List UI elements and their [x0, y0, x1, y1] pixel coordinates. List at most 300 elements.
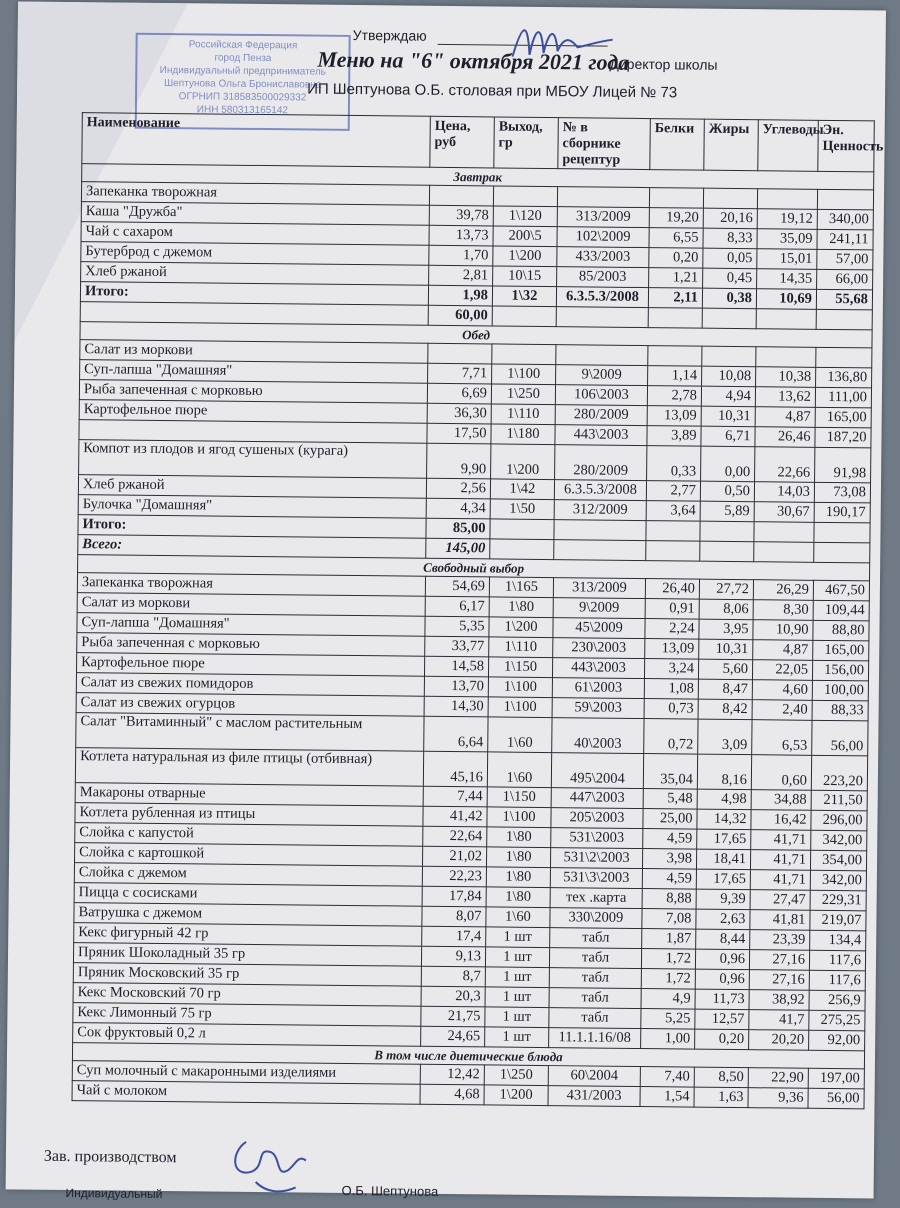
fat-cell: 8,42: [698, 699, 752, 720]
recipe-number-cell: табл: [549, 988, 641, 1009]
section-title: Свободный выбор: [78, 555, 870, 581]
recipe-number-cell: 330\2009: [550, 908, 642, 929]
protein-cell: 4,59: [642, 869, 696, 890]
dish-name-cell: Пряник Московский 35 гр: [73, 963, 421, 987]
energy-cell: 55,68: [816, 289, 872, 310]
energy-cell: 117,6: [809, 950, 865, 971]
protein-cell: [649, 188, 703, 209]
energy-cell: 187,20: [815, 427, 871, 448]
lunch-total-label: Итого:: [78, 515, 426, 539]
price-cell: 12,42: [420, 1064, 484, 1085]
fat-cell: 2,63: [696, 909, 750, 930]
carbs-cell: 34,88: [751, 790, 811, 811]
protein-cell: 2,78: [647, 386, 701, 407]
footer-entrepreneur: Индивидуальный: [65, 1186, 163, 1202]
protein-cell: 13,09: [647, 406, 701, 427]
yield-cell: 1\60: [488, 717, 552, 753]
carbs-cell: 22,05: [752, 660, 812, 681]
recipe-number-cell: 60\2004: [548, 1066, 640, 1087]
protein-cell: 26,40: [645, 579, 699, 600]
carbs-cell: 15,01: [757, 249, 817, 270]
energy-cell: 467,50: [813, 580, 869, 601]
stamp-line: Шептунова Ольга Брониславовна: [163, 77, 322, 91]
lunch-total: 85,00: [426, 518, 490, 539]
yield-cell: 1\60: [487, 752, 551, 788]
recipe-number-cell: тех .карта: [550, 888, 642, 909]
carbs-cell: 26,46: [755, 427, 815, 448]
yield-cell: 1\200: [493, 246, 557, 267]
dish-name-cell: Рыба запеченная с морковью: [77, 633, 425, 657]
dish-name-cell: Кекс Московский 70 гр: [73, 983, 421, 1007]
yield-cell: 1\80: [487, 827, 551, 848]
price-cell: 21,02: [422, 846, 486, 867]
fat-cell: 5,60: [698, 659, 752, 680]
energy-cell: 342,00: [811, 830, 867, 851]
recipe-number-cell: 6.3.5.3/2008: [556, 287, 648, 308]
carbs-cell: 22,66: [755, 447, 815, 483]
dish-name-cell: Суп-лапша "Домашняя": [77, 613, 425, 637]
table-cell: [814, 522, 870, 543]
carbs-cell: 23,39: [750, 930, 810, 951]
protein-cell: 3,24: [644, 659, 698, 680]
dish-name-cell: Компот из плодов и ягод сушеных (курага): [79, 440, 427, 479]
price-cell: 1,70: [429, 245, 493, 266]
dish-name-cell: Запеканка творожная: [81, 182, 429, 206]
yield-cell: 1\100: [492, 364, 556, 385]
yield-cell: 1\200: [491, 444, 555, 480]
energy-cell: 109,44: [813, 600, 869, 621]
price-cell: 6,17: [425, 596, 489, 617]
energy-cell: 354,00: [810, 850, 866, 871]
dish-name-cell: Салат из моркови: [80, 340, 428, 364]
dish-name-cell: Пицца с сосисками: [74, 883, 422, 907]
protein-cell: 25,00: [643, 809, 697, 830]
carbs-cell: 41,71: [750, 850, 810, 871]
recipe-number-cell: 85/2003: [557, 267, 649, 288]
energy-cell: 92,00: [809, 1030, 865, 1051]
price-cell: 2,81: [429, 265, 493, 286]
price-cell: 8,07: [422, 906, 486, 927]
recipe-number-cell: 205\2003: [551, 808, 643, 829]
carbs-cell: 14,35: [757, 269, 817, 290]
col-name: Наименование: [82, 113, 431, 168]
price-cell: 20,3: [421, 986, 485, 1007]
protein-cell: 0,91: [645, 599, 699, 620]
yield-cell: 1 шт: [485, 1007, 549, 1028]
dish-name-cell: Бутерброд с джемом: [81, 242, 429, 266]
fat-cell: 17,65: [696, 869, 750, 890]
yield-cell: 1\250: [491, 384, 555, 405]
table-cell: [700, 521, 754, 542]
recipe-number-cell: 59\2003: [552, 698, 644, 719]
carbs-cell: 41,81: [750, 910, 810, 931]
price-cell: 7,44: [423, 786, 487, 807]
carbs-cell: 2,40: [752, 700, 812, 721]
protein-cell: 1,14: [648, 366, 702, 387]
dish-name-cell: Салат из моркови: [77, 593, 425, 617]
price-cell: 14,30: [424, 696, 488, 717]
carbs-cell: 41,71: [750, 870, 810, 891]
price-cell: 9,90: [427, 443, 491, 479]
carbs-cell: 13,62: [755, 387, 815, 408]
protein-cell: 7,40: [640, 1067, 694, 1088]
carbs-cell: [757, 189, 817, 210]
table-cell: [754, 522, 814, 543]
fat-cell: 14,32: [697, 809, 751, 830]
dish-name-cell: Суп-лапша "Домашняя": [80, 360, 428, 384]
fat-cell: 1,63: [694, 1087, 748, 1108]
dish-name-cell: Рыба запеченная с морковью: [79, 380, 427, 404]
yield-cell: 1 шт: [485, 947, 549, 968]
price-cell: 24,65: [421, 1026, 485, 1047]
carbs-cell: 41,7: [749, 1010, 809, 1031]
energy-cell: 136,80: [816, 367, 872, 388]
director-label: Директор школы: [609, 55, 718, 73]
stamp-line: Российская Федерация: [188, 39, 298, 52]
dish-name-cell: Запеканка творожная: [77, 573, 425, 597]
recipe-number-cell: 531\3\2003: [550, 868, 642, 889]
stamp-line: ОГРНИП 318583500029332: [178, 91, 307, 104]
recipe-number-cell: табл: [549, 968, 641, 989]
price-cell: 9,13: [421, 946, 485, 967]
price-cell: 7,71: [428, 363, 492, 384]
protein-cell: 1,00: [641, 1029, 695, 1050]
yield-cell: 1\100: [488, 697, 552, 718]
dish-name-cell: Каша "Дружба": [81, 202, 429, 226]
price-cell: 8,7: [421, 966, 485, 987]
manager-signature: [225, 1132, 316, 1203]
table-cell: [754, 542, 814, 563]
table-cell: [554, 540, 646, 561]
grand-total-label: Всего:: [78, 535, 426, 559]
fat-cell: 0,96: [695, 949, 749, 970]
dish-name-cell: Салат из свежих помидоров: [76, 673, 424, 697]
stamp-line: Индивидуальный предприниматель: [159, 64, 326, 78]
protein-cell: 13,09: [645, 639, 699, 660]
price-cell: 17,4: [422, 926, 486, 947]
yield-cell: 1\100: [487, 807, 551, 828]
fat-cell: 8,16: [697, 754, 751, 790]
table-cell: [490, 539, 554, 560]
fat-cell: 27,72: [699, 579, 753, 600]
carbs-cell: 4,60: [752, 680, 812, 701]
carbs-cell: 10,38: [756, 367, 816, 388]
energy-cell: 229,31: [810, 890, 866, 911]
energy-cell: 256,9: [809, 990, 865, 1011]
breakfast-total: 60,00: [428, 305, 492, 326]
price-cell: 22,64: [423, 826, 487, 847]
fat-cell: 9,39: [696, 889, 750, 910]
recipe-number-cell: 280/2009: [555, 445, 647, 481]
recipe-number-cell: 280/2009: [555, 405, 647, 426]
recipe-number-cell: 40\2003: [552, 718, 644, 754]
protein-cell: 0,73: [644, 699, 698, 720]
energy-cell: 165,00: [813, 640, 869, 661]
protein-cell: 0,72: [644, 719, 698, 755]
dish-name-cell: Кекс фигурный 42 гр: [74, 923, 422, 947]
yield-cell: [493, 186, 557, 207]
dish-name-cell: Картофельное пюре: [79, 400, 427, 424]
fat-cell: 0,38: [702, 288, 756, 309]
carbs-cell: 35,09: [757, 229, 817, 250]
fat-cell: 4,94: [701, 386, 755, 407]
protein-cell: 2,24: [645, 619, 699, 640]
yield-cell: 1\165: [489, 577, 553, 598]
protein-cell: 0,33: [647, 446, 701, 482]
energy-cell: 296,00: [811, 810, 867, 831]
protein-cell: 1,72: [641, 969, 695, 990]
dish-name-cell: Слойка с картошкой: [75, 843, 423, 867]
energy-cell: 223,20: [811, 755, 867, 791]
table-cell: [646, 541, 700, 562]
dish-name-cell: Кекс Лимонный 75 гр: [73, 1003, 421, 1027]
fat-cell: 10,08: [702, 366, 756, 387]
recipe-number-cell: табл: [549, 948, 641, 969]
price-cell: 14,58: [424, 656, 488, 677]
energy-cell: 66,00: [817, 269, 873, 290]
fat-cell: 0,50: [700, 481, 754, 502]
fat-cell: 8,06: [699, 599, 753, 620]
fat-cell: 11,73: [695, 989, 749, 1010]
recipe-number-cell: 102\2009: [557, 227, 649, 248]
carbs-cell: 27,16: [749, 950, 809, 971]
yield-cell: 1 шт: [485, 987, 549, 1008]
carbs-cell: 30,67: [754, 502, 814, 523]
dish-name-cell: Ватрушка с джемом: [74, 903, 422, 927]
dish-name-cell: Хлеб ржаной: [81, 262, 429, 286]
fat-cell: 0,20: [695, 1029, 749, 1050]
recipe-number-cell: 45\2009: [553, 618, 645, 639]
carbs-cell: 16,42: [751, 810, 811, 831]
fat-cell: 4,98: [697, 789, 751, 810]
fat-cell: 10,31: [699, 639, 753, 660]
carbs-cell: [756, 347, 816, 368]
protein-cell: 0,20: [649, 248, 703, 269]
energy-cell: 241,11: [817, 229, 873, 250]
carbs-cell: 22,90: [748, 1068, 808, 1089]
yield-cell: 1\250: [484, 1065, 548, 1086]
protein-cell: 3,89: [647, 426, 701, 447]
fat-cell: 12,57: [695, 1009, 749, 1030]
price-cell: 21,75: [421, 1006, 485, 1027]
recipe-number-cell: [556, 345, 648, 366]
protein-cell: [648, 346, 702, 367]
yield-cell: 1\110: [491, 404, 555, 425]
dish-name-cell: Котлета рубленная из птицы: [75, 803, 423, 827]
price-cell: 17,50: [427, 423, 491, 444]
recipe-number-cell: табл: [550, 928, 642, 949]
table-cell: [554, 520, 646, 541]
protein-cell: 2,77: [646, 481, 700, 502]
price-cell: 5,35: [425, 616, 489, 637]
dish-name-cell: Салат "Витаминный" с маслом растительным: [76, 713, 424, 752]
protein-cell: 4,59: [643, 829, 697, 850]
protein-cell: 19,20: [649, 208, 703, 229]
col-energy: Эн. Ценность: [818, 120, 875, 172]
fat-cell: 5,89: [700, 501, 754, 522]
protein-cell: 3,64: [646, 501, 700, 522]
protein-cell: 8,88: [642, 889, 696, 910]
carbs-cell: 20,20: [749, 1030, 809, 1051]
price-cell: 13,70: [424, 676, 488, 697]
dish-name-cell: Картофельное пюре: [76, 653, 424, 677]
table-cell: [492, 306, 556, 327]
yield-cell: 1\110: [489, 637, 553, 658]
fat-cell: 0,05: [703, 248, 757, 269]
protein-cell: 7,08: [642, 909, 696, 930]
carbs-cell: 14,03: [754, 482, 814, 503]
table-cell: [816, 309, 872, 330]
price-cell: 4,68: [420, 1084, 484, 1105]
price-cell: 41,42: [423, 806, 487, 827]
carbs-cell: 9,36: [748, 1088, 808, 1109]
fat-cell: [702, 346, 756, 367]
price-cell: 1,98: [428, 285, 492, 306]
carbs-cell: 10,90: [753, 620, 813, 641]
section-title: Обед: [80, 322, 872, 348]
protein-cell: 3,98: [642, 849, 696, 870]
recipe-number-cell: 431/2003: [548, 1086, 640, 1107]
yield-cell: 1\80: [486, 847, 550, 868]
dish-name-cell: Чай с молоком: [72, 1081, 420, 1105]
org-name: ИП Шептунова О.Б. столовая при МБОУ Лицей № 73: [307, 80, 678, 102]
yield-cell: 1 шт: [485, 967, 549, 988]
fat-cell: 17,65: [697, 829, 751, 850]
recipe-number-cell: табл: [549, 1008, 641, 1029]
yield-cell: 1\80: [489, 597, 553, 618]
carbs-cell: 41,71: [751, 830, 811, 851]
protein-cell: 1,54: [640, 1087, 694, 1108]
grand-total: 145,00: [426, 538, 490, 559]
carbs-cell: 27,16: [749, 970, 809, 991]
page-title: Меню на "6" октября 2021 года: [317, 46, 630, 75]
recipe-number-cell: 106\2003: [555, 385, 647, 406]
carbs-cell: 6,53: [752, 720, 812, 756]
recipe-number-cell: 443\2003: [555, 425, 647, 446]
price-cell: 45,16: [423, 751, 487, 787]
price-cell: [429, 185, 493, 206]
energy-cell: 88,80: [813, 620, 869, 641]
fat-cell: 8,44: [696, 929, 750, 950]
energy-cell: 91,98: [815, 447, 871, 483]
carbs-cell: 27,47: [750, 890, 810, 911]
col-protein: Белки: [650, 119, 705, 171]
yield-cell: 1\200: [484, 1085, 548, 1106]
dish-name-cell: Котлета натуральная из филе птицы (отбивная): [75, 748, 423, 787]
fat-cell: 8,50: [694, 1067, 748, 1088]
fat-cell: 8,33: [703, 228, 757, 249]
recipe-number-cell: 433/2003: [557, 247, 649, 268]
carbs-cell: 26,29: [753, 580, 813, 601]
fat-cell: 10,31: [701, 406, 755, 427]
protein-cell: 1,87: [642, 929, 696, 950]
energy-cell: 156,00: [812, 660, 868, 681]
energy-cell: 275,25: [809, 1010, 865, 1031]
recipe-number-cell: [557, 187, 649, 208]
table-cell: [490, 519, 554, 540]
footer-name: О.Б. Шептунова: [341, 1182, 439, 1199]
energy-cell: [816, 347, 872, 368]
carbs-cell: 38,92: [749, 990, 809, 1011]
fat-cell: 3,09: [698, 719, 752, 755]
approve-label: Утверждаю: [352, 26, 427, 44]
yield-cell: 1 шт: [485, 1027, 549, 1048]
carbs-cell: 4,87: [753, 640, 813, 661]
recipe-number-cell: 312/2009: [554, 500, 646, 521]
recipe-number-cell: 313/2009: [557, 207, 649, 228]
stamp-line: ИНН 580313165142: [196, 104, 289, 117]
dish-name-cell: Хлеб ржаной: [78, 475, 426, 499]
energy-cell: 111,00: [815, 387, 871, 408]
dish-name-cell: Слойка с джемом: [74, 863, 422, 887]
recipe-number-cell: 11.1.1.16/08: [549, 1028, 641, 1049]
energy-cell: 56,00: [808, 1088, 864, 1109]
yield-cell: 1\32: [492, 286, 556, 307]
energy-cell: 57,00: [817, 249, 873, 270]
dish-name-cell: Слойка с капустой: [75, 823, 423, 847]
price-cell: 17,84: [422, 886, 486, 907]
protein-cell: 1,21: [649, 268, 703, 289]
menu-sheet: [6, 1, 886, 1202]
yield-cell: 1\120: [493, 206, 557, 227]
energy-cell: 197,00: [808, 1068, 864, 1089]
protein-cell: 2,11: [648, 288, 702, 309]
protein-cell: 4,9: [641, 989, 695, 1010]
energy-cell: 219,07: [810, 910, 866, 931]
fat-cell: 20,16: [703, 208, 757, 229]
price-cell: [428, 343, 492, 364]
table-cell: [556, 307, 648, 328]
col-price: Цена, руб: [430, 116, 495, 168]
price-cell: 6,64: [424, 716, 488, 752]
col-carbs: Углеводы: [758, 120, 819, 172]
stamp-line: город Пенза: [214, 52, 272, 65]
energy-cell: 100,00: [812, 680, 868, 701]
protein-cell: 5,25: [641, 1009, 695, 1030]
carbs-cell: 10,69: [756, 289, 816, 310]
dish-name-cell: Итого:: [80, 282, 428, 306]
energy-cell: 190,17: [814, 502, 870, 523]
price-cell: 22,23: [422, 866, 486, 887]
energy-cell: [817, 189, 873, 210]
price-cell: 4,34: [426, 498, 490, 519]
recipe-number-cell: 495\2004: [551, 753, 643, 789]
yield-cell: 1\80: [486, 867, 550, 888]
protein-cell: 1,08: [644, 679, 698, 700]
carbs-cell: 19,12: [757, 209, 817, 230]
energy-cell: 73,08: [814, 482, 870, 503]
yield-cell: 1\180: [491, 424, 555, 445]
carbs-cell: 0,60: [751, 755, 811, 791]
footer-label: Зав. производством: [43, 1147, 177, 1167]
recipe-number-cell: 9\2009: [553, 598, 645, 619]
protein-cell: 5,48: [643, 789, 697, 810]
table-cell: [756, 309, 816, 330]
energy-cell: 56,00: [812, 720, 868, 756]
yield-cell: 1\80: [486, 887, 550, 908]
table-cell: [702, 308, 756, 329]
yield-cell: 1\200: [489, 617, 553, 638]
section-title: Завтрак: [82, 164, 874, 190]
col-yield: Выход, гр: [494, 117, 559, 169]
energy-cell: 88,33: [812, 700, 868, 721]
recipe-number-cell: 531\2\2003: [550, 848, 642, 869]
fat-cell: 18,41: [696, 849, 750, 870]
energy-cell: 211,50: [811, 790, 867, 811]
yield-cell: 10\15: [493, 266, 557, 287]
energy-cell: 134,4: [810, 930, 866, 951]
dish-name-cell: Пряник Шоколадный 35 гр: [73, 943, 421, 967]
